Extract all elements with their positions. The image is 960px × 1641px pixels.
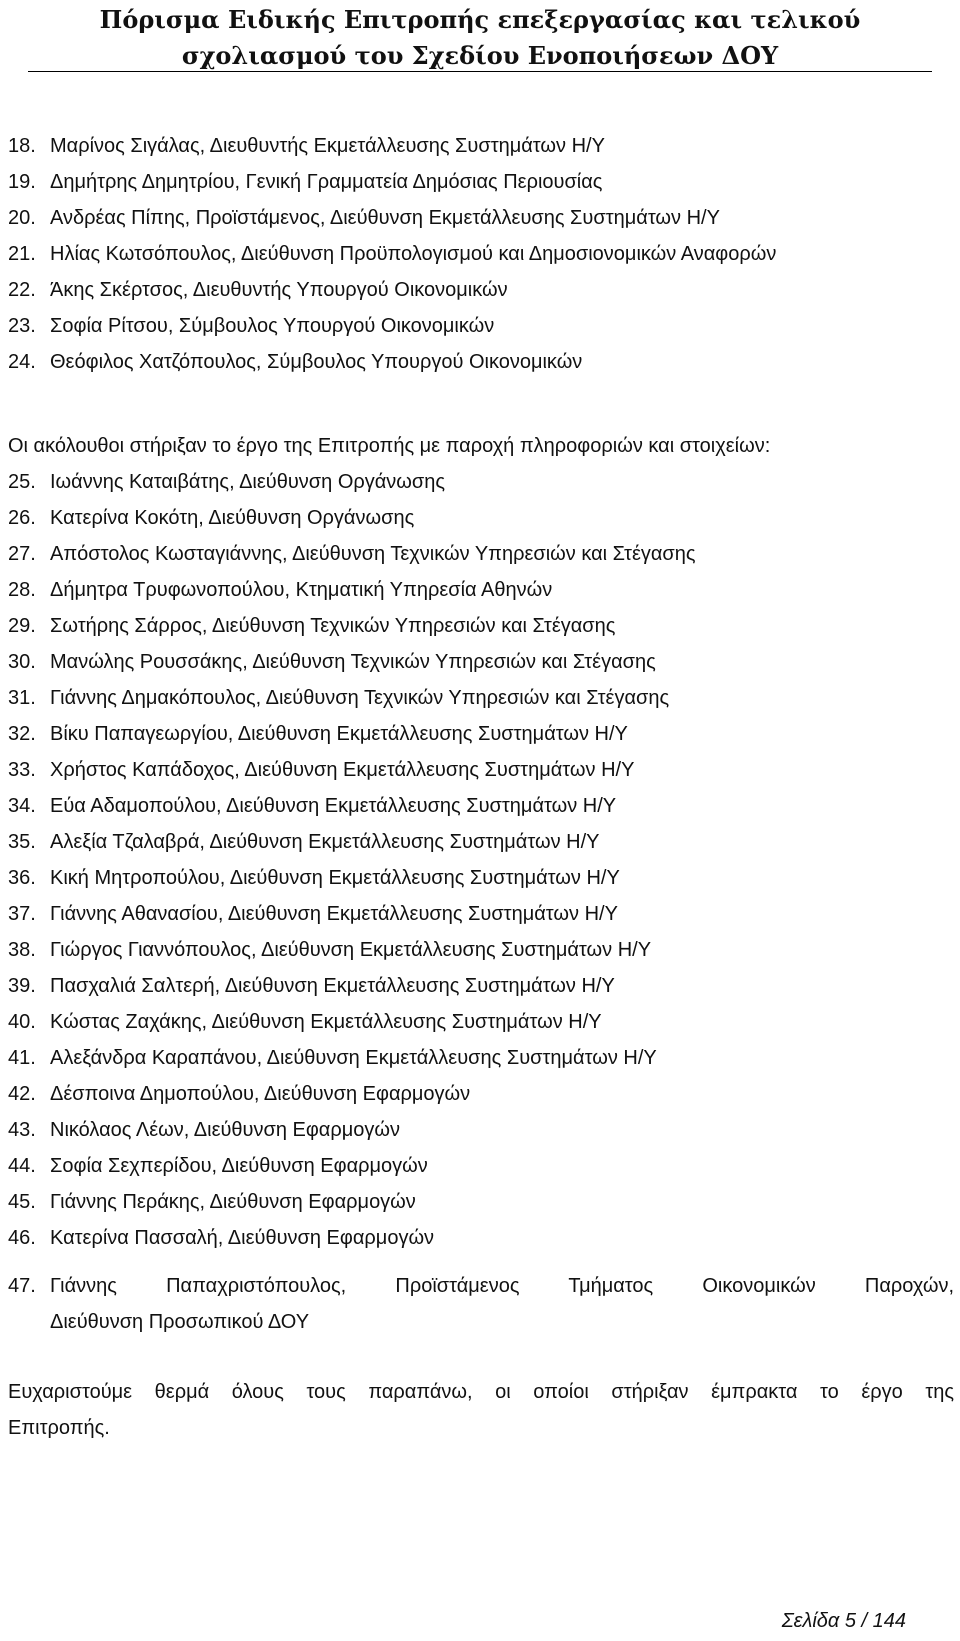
support-intro: Οι ακόλουθοι στήριξαν το έργο της Επιτροπής με παροχή πληροφοριών και στοιχείων: [8,435,771,457]
page-header [0,2,960,74]
list-item [8,608,954,644]
list-item-text: Γιάννης Αθανασίου, Διεύθυνση Εκμετάλλευσης Συστημάτων Η/Υ [50,902,618,925]
list-item-text: Θεόφιλος Χατζόπουλος, Σύμβουλος Υπουργού Οικονομικών [50,350,583,373]
list-item-number: 45. [8,1190,36,1213]
list-item-text: Μαρίνος Σιγάλας, Διευθυντής Εκμετάλλευσης Συστημάτων Η/Υ [50,134,605,157]
list-item [8,464,954,500]
header-title-line1: Πόρισμα Ειδικής Επιτροπής επεξεργασίας και τελικού [99,5,861,34]
list-item [8,1040,954,1076]
contributors-list-a [8,128,954,380]
list-item [8,500,954,536]
list-item-number: 23. [8,314,36,337]
contributors-list-b [8,464,954,1256]
page-number: Σελίδα 5 / 144 [781,1610,906,1632]
list-item-number: 40. [8,1010,36,1033]
list-item-number: 32. [8,722,36,745]
list-item-text: Γιάννης Περάκης, Διεύθυνση Εφαρμογών [50,1190,416,1213]
list-item [8,1004,954,1040]
list-item-number: 26. [8,506,36,529]
list-item [8,644,954,680]
list-item-text: Κώστας Ζαχάκης, Διεύθυνση Εκμετάλλευσης Συστημάτων Η/Υ [50,1010,602,1033]
list-item [8,536,954,572]
list-item-text: Αλεξάνδρα Καραπάνου, Διεύθυνση Εκμετάλλευσης Συστημάτων Η/Υ [50,1046,657,1069]
list-item-text: Εύα Αδαμοπούλου, Διεύθυνση Εκμετάλλευσης Συστημάτων Η/Υ [50,794,617,817]
list-item-number: 19. [8,170,36,193]
list-item-text: Ανδρέας Πίπης, Προϊστάμενος, Διεύθυνση Εκμετάλλευσης Συστημάτων Η/Υ [50,206,720,229]
list-item [8,824,954,860]
list-item [8,1148,954,1184]
list-item-text: Κατερίνα Κοκότη, Διεύθυνση Οργάνωσης [50,506,415,529]
list-item-number: 24. [8,350,36,373]
list-item-number: 46. [8,1226,36,1249]
list-item-text: Αλεξία Τζαλαβρά, Διεύθυνση Εκμετάλλευσης Συστημάτων Η/Υ [50,830,600,853]
list-item-number: 42. [8,1082,36,1105]
list-item [8,164,954,200]
list-item [8,896,954,932]
list-item [8,1268,954,1340]
list-item [8,788,954,824]
list-item [8,968,954,1004]
list-item-text: Σοφία Σεχπερίδου, Διεύθυνση Εφαρμογών [50,1154,428,1177]
list-item-number: 31. [8,686,36,709]
list-item [8,236,954,272]
list-item-number: 28. [8,578,36,601]
list-item-text: Δημήτρης Δημητρίου, Γενική Γραμματεία Δημόσιας Περιουσίας [50,170,603,193]
list-item-text-line2: Διεύθυνση Προσωπικού ΔΟΥ [50,1311,310,1333]
list-item [8,680,954,716]
list-item [8,344,954,380]
list-item-text: Σοφία Ρίτσου, Σύμβουλος Υπουργού Οικονομικών [50,314,495,337]
list-item-text: Μανώλης Ρουσσάκης, Διεύθυνση Τεχνικών Υπηρεσιών και Στέγασης [50,650,656,673]
list-item [8,1220,954,1256]
list-item-number: 22. [8,278,36,301]
list-item-number: 20. [8,206,36,229]
list-item-text: Δήμητρα Τρυφωνοπούλου, Κτηματική Υπηρεσία Αθηνών [50,578,553,601]
list-item-number: 25. [8,470,36,493]
header-divider [28,71,932,72]
list-item [8,308,954,344]
list-item-number: 29. [8,614,36,637]
list-item [8,128,954,164]
list-item-number: 36. [8,866,36,889]
list-item-text: Δέσποινα Δημοπούλου, Διεύθυνση Εφαρμογών [50,1082,471,1105]
list-item-text: Νικόλαος Λέων, Διεύθυνση Εφαρμογών [50,1118,401,1141]
list-item-text: Γιάννης Δημακόπουλος, Διεύθυνση Τεχνικών Υπηρεσιών και Στέγασης [50,686,670,709]
list-item-text: Απόστολος Κωσταγιάννης, Διεύθυνση Τεχνικών Υπηρεσιών και Στέγασης [50,542,696,565]
list-item [8,272,954,308]
list-item-text: Ηλίας Κωτσόπουλος, Διεύθυνση Προϋπολογισμού και Δημοσιονομικών Αναφορών [50,242,777,265]
list-item-text: Ιωάννης Καταιβάτης, Διεύθυνση Οργάνωσης [50,470,446,493]
thanks-line2: Επιτροπής. [8,1417,110,1439]
list-item-text: Πασχαλιά Σαλτερή, Διεύθυνση Εκμετάλλευσης Συστημάτων Η/Υ [50,974,615,997]
list-item-text-line1: Γιάννης Παπαχριστόπουλος, Προϊστάμενος Τμήματος Οικονομικών Παροχών, [50,1275,954,1297]
list-item [8,200,954,236]
list-item-number: 44. [8,1154,36,1177]
list-item-number: 18. [8,134,36,157]
list-item-text: Άκης Σκέρτσος, Διευθυντής Υπουργού Οικονομικών [50,278,508,301]
list-item-text: Γιώργος Γιαννόπουλος, Διεύθυνση Εκμετάλλευσης Συστημάτων Η/Υ [50,938,652,961]
list-item-number: 33. [8,758,36,781]
list-item [8,716,954,752]
list-item [8,860,954,896]
list-item-number: 47. [8,1275,36,1297]
list-item-number: 39. [8,974,36,997]
list-item-number: 35. [8,830,36,853]
list-item [8,752,954,788]
list-item-text: Κική Μητροπούλου, Διεύθυνση Εκμετάλλευσης Συστημάτων Η/Υ [50,866,620,889]
list-item [8,1076,954,1112]
list-item-text: Χρήστος Καπάδοχος, Διεύθυνση Εκμετάλλευσης Συστημάτων Η/Υ [50,758,635,781]
list-item-number: 38. [8,938,36,961]
list-item-number: 21. [8,242,36,265]
list-item [8,1184,954,1220]
list-item-number: 37. [8,902,36,925]
list-item-number: 34. [8,794,36,817]
list-item-text: Βίκυ Παπαγεωργίου, Διεύθυνση Εκμετάλλευσης Συστημάτων Η/Υ [50,722,628,745]
list-item [8,932,954,968]
thanks-paragraph [8,1374,954,1446]
thanks-line1: Ευχαριστούμε θερμά όλους τους παραπάνω, οι οποίοι στήριξαν έμπρακτα το έργο της [8,1381,954,1403]
header-title-line2: σχολιασμού του Σχεδίου Ενοποιήσεων ΔΟΥ [181,41,779,70]
list-item-number: 27. [8,542,36,565]
list-item-number: 43. [8,1118,36,1141]
list-item-number: 41. [8,1046,36,1069]
list-item [8,572,954,608]
list-item [8,1112,954,1148]
list-item-number: 30. [8,650,36,673]
list-item-text: Σωτήρης Σάρρος, Διεύθυνση Τεχνικών Υπηρεσιών και Στέγασης [50,614,616,637]
list-item-text: Κατερίνα Πασσαλή, Διεύθυνση Εφαρμογών [50,1226,435,1249]
